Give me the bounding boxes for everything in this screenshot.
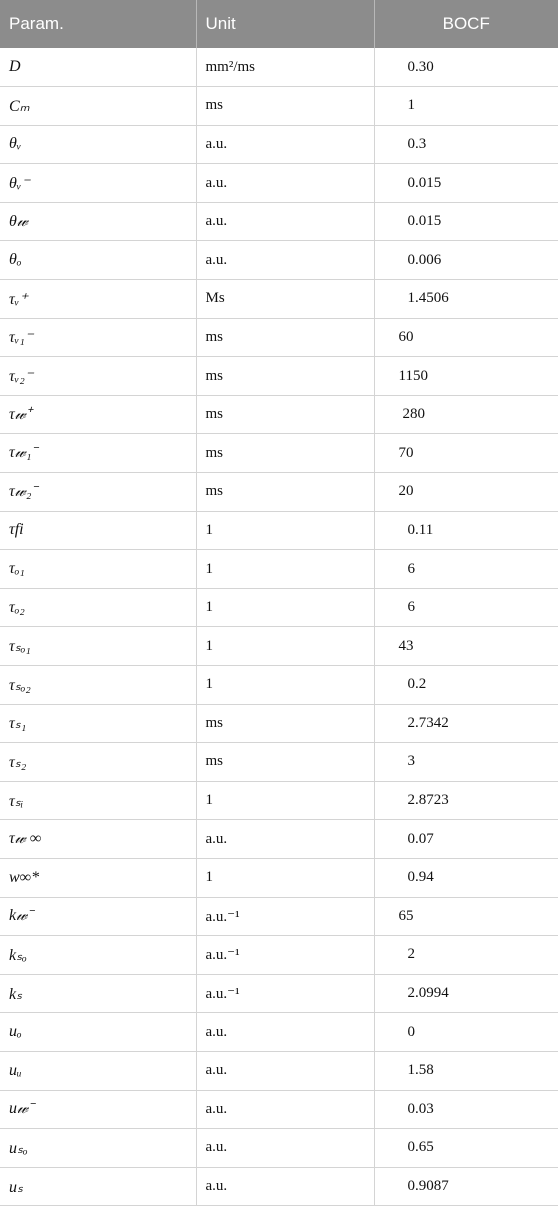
bocf-value: 0.07: [407, 830, 434, 847]
value-cell: [374, 858, 558, 897]
unit-cell: 1: [196, 666, 374, 705]
table-row: [0, 202, 558, 241]
param-symbol: τᵥ₂⁻: [9, 368, 34, 386]
param-cell: [0, 318, 196, 357]
value-cell: [374, 666, 558, 705]
bocf-value: 3: [407, 753, 415, 770]
table-row: [0, 627, 558, 666]
bocf-value: 43: [398, 637, 414, 654]
value-cell: [374, 820, 558, 859]
value-cell: [374, 164, 558, 203]
param-symbol: τfi: [9, 521, 24, 539]
table-row: [0, 588, 558, 627]
bocf-value: 1150: [398, 367, 428, 384]
param-cell: [0, 858, 196, 897]
param-symbol: θₒ: [9, 251, 22, 269]
table-row: [0, 164, 558, 203]
table-row: [0, 897, 558, 936]
unit-cell: ms: [196, 395, 374, 434]
param-cell: [0, 1090, 196, 1129]
unit-cell: 1: [196, 511, 374, 550]
param-cell: [0, 511, 196, 550]
table-row: [0, 125, 558, 164]
bocf-value: 2: [407, 946, 415, 963]
bocf-value: 280: [402, 406, 425, 423]
unit-cell: a.u.⁻¹: [196, 936, 374, 975]
param-symbol: uₛ: [9, 1178, 23, 1196]
param-cell: [0, 588, 196, 627]
param-symbol: k𝓌⁻: [9, 907, 33, 925]
param-symbol: τᵥ⁺: [9, 290, 28, 308]
header-param: Param.: [0, 0, 196, 48]
bocf-value: 6: [407, 560, 415, 577]
bocf-value: 0.015: [407, 174, 442, 191]
param-cell: [0, 820, 196, 859]
param-cell: [0, 781, 196, 820]
table-row: [0, 1090, 558, 1129]
table-row: [0, 820, 558, 859]
param-symbol: kₛₒ: [9, 946, 27, 964]
param-cell: [0, 87, 196, 126]
param-cell: [0, 164, 196, 203]
param-cell: [0, 704, 196, 743]
param-cell: [0, 357, 196, 396]
param-symbol: w∞*: [9, 868, 40, 886]
bocf-value: 0.03: [407, 1100, 434, 1117]
unit-cell: a.u.: [196, 820, 374, 859]
value-cell: [374, 1129, 558, 1168]
unit-cell: 1: [196, 588, 374, 627]
param-cell: [0, 125, 196, 164]
table-row: [0, 1167, 558, 1206]
value-cell: [374, 936, 558, 975]
unit-cell: ms: [196, 318, 374, 357]
bocf-value: 0: [407, 1023, 415, 1040]
unit-cell: 1: [196, 627, 374, 666]
table-row: [0, 1051, 558, 1090]
param-cell: [0, 936, 196, 975]
param-cell: [0, 434, 196, 473]
unit-cell: a.u.: [196, 241, 374, 280]
param-cell: [0, 48, 196, 87]
param-symbol: τ𝓌₁⁻: [9, 444, 37, 462]
value-cell: [374, 87, 558, 126]
value-cell: [374, 395, 558, 434]
param-symbol: kₛ: [9, 985, 23, 1003]
param-cell: [0, 473, 196, 512]
table-row: [0, 1013, 558, 1052]
param-cell: [0, 897, 196, 936]
param-cell: [0, 395, 196, 434]
param-symbol: uᵤ: [9, 1061, 22, 1079]
param-symbol: uₛₒ: [9, 1139, 28, 1157]
param-symbol: τₛₒ₂: [9, 676, 31, 694]
bocf-value: 0.11: [407, 521, 434, 538]
bocf-value: 0.30: [407, 58, 434, 75]
value-cell: [374, 743, 558, 782]
param-symbol: θᵥ⁻: [9, 175, 30, 193]
table-row: [0, 473, 558, 512]
bocf-value: 2.8723: [407, 792, 449, 809]
value-cell: [374, 1090, 558, 1129]
bocf-value: 1.4506: [407, 290, 449, 307]
unit-cell: a.u.⁻¹: [196, 974, 374, 1013]
table-row: [0, 743, 558, 782]
param-cell: [0, 974, 196, 1013]
param-cell: [0, 1051, 196, 1090]
table-row: [0, 241, 558, 280]
value-cell: [374, 588, 558, 627]
unit-cell: ms: [196, 434, 374, 473]
table-header: [0, 0, 558, 48]
value-cell: [374, 704, 558, 743]
param-cell: [0, 550, 196, 589]
bocf-value: 1: [407, 97, 415, 114]
table-row: [0, 434, 558, 473]
value-cell: [374, 1167, 558, 1206]
unit-cell: a.u.: [196, 164, 374, 203]
param-symbol: τₛ₂: [9, 753, 27, 771]
param-cell: [0, 627, 196, 666]
bocf-value: 0.015: [407, 213, 442, 230]
table-row: [0, 395, 558, 434]
unit-cell: ms: [196, 473, 374, 512]
table-row: [0, 936, 558, 975]
param-symbol: θ𝓌: [9, 212, 28, 230]
bocf-value: 2.0994: [407, 985, 449, 1002]
param-cell: [0, 241, 196, 280]
unit-cell: 1: [196, 781, 374, 820]
param-symbol: θᵥ: [9, 135, 22, 153]
unit-cell: a.u.⁻¹: [196, 897, 374, 936]
param-symbol: D: [9, 58, 21, 76]
bocf-value: 0.3: [407, 135, 427, 152]
unit-cell: a.u.: [196, 1167, 374, 1206]
param-symbol: τₒ₂: [9, 598, 25, 616]
bocf-value: 0.2: [407, 676, 427, 693]
value-cell: [374, 202, 558, 241]
table-row: [0, 318, 558, 357]
unit-cell: ms: [196, 704, 374, 743]
value-cell: [374, 974, 558, 1013]
value-cell: [374, 781, 558, 820]
param-symbol: τ𝓌⁺: [9, 405, 32, 423]
table-row: [0, 666, 558, 705]
bocf-value: 0.94: [407, 869, 434, 886]
param-cell: [0, 1129, 196, 1168]
unit-cell: a.u.: [196, 1090, 374, 1129]
bocf-value: 60: [398, 328, 414, 345]
unit-cell: a.u.: [196, 1129, 374, 1168]
value-cell: [374, 1013, 558, 1052]
value-cell: [374, 627, 558, 666]
unit-cell: 1: [196, 858, 374, 897]
table-row: [0, 511, 558, 550]
param-cell: [0, 1013, 196, 1052]
bocf-value: 1.58: [407, 1062, 434, 1079]
unit-cell: ms: [196, 357, 374, 396]
bocf-value: 2.7342: [407, 714, 449, 731]
table-row: [0, 1129, 558, 1168]
param-cell: [0, 743, 196, 782]
param-symbol: τₛ₁: [9, 715, 27, 733]
unit-cell: a.u.: [196, 1051, 374, 1090]
unit-cell: ms: [196, 743, 374, 782]
header-bocf: BOCF: [442, 14, 490, 33]
unit-cell: a.u.: [196, 202, 374, 241]
bocf-value: 0.65: [407, 1139, 434, 1156]
table-row: [0, 48, 558, 87]
bocf-value: 0.9087: [407, 1178, 449, 1195]
value-cell: [374, 550, 558, 589]
param-symbol: τ𝓌₂⁻: [9, 482, 37, 500]
param-symbol: τᵥ₁⁻: [9, 329, 34, 347]
param-symbol: τₒ₁: [9, 560, 25, 578]
table-row: [0, 704, 558, 743]
value-cell: [374, 241, 558, 280]
unit-cell: a.u.: [196, 125, 374, 164]
param-cell: [0, 280, 196, 319]
table-row: [0, 550, 558, 589]
bocf-value: 65: [398, 907, 414, 924]
param-symbol: uₒ: [9, 1023, 22, 1041]
param-symbol: u𝓌⁻: [9, 1100, 34, 1118]
param-cell: [0, 202, 196, 241]
bocf-value: 0.006: [407, 251, 442, 268]
value-cell: [374, 434, 558, 473]
table-row: [0, 357, 558, 396]
header-row: [0, 0, 558, 48]
unit-cell: ms: [196, 87, 374, 126]
param-symbol: τₛₒ₁: [9, 638, 31, 656]
bocf-value: 6: [407, 599, 415, 616]
value-cell: [374, 897, 558, 936]
value-cell: [374, 280, 558, 319]
table-body: [0, 48, 558, 1206]
table-row: [0, 280, 558, 319]
param-cell: [0, 666, 196, 705]
bocf-value: 70: [398, 444, 414, 461]
table-row: [0, 858, 558, 897]
unit-cell: a.u.: [196, 1013, 374, 1052]
value-cell: [374, 1051, 558, 1090]
value-cell: [374, 473, 558, 512]
unit-cell: mm²/ms: [196, 48, 374, 87]
unit-cell: Ms: [196, 280, 374, 319]
value-cell: [374, 318, 558, 357]
bocf-value: 20: [398, 483, 414, 500]
param-symbol: Cₘ: [9, 97, 30, 115]
value-cell: [374, 48, 558, 87]
value-cell: [374, 357, 558, 396]
param-symbol: τ𝓌 ∞: [9, 830, 42, 848]
table-row: [0, 87, 558, 126]
table-row: [0, 781, 558, 820]
header-unit: Unit: [196, 0, 374, 48]
param-cell: [0, 1167, 196, 1206]
value-cell: [374, 125, 558, 164]
table-row: [0, 974, 558, 1013]
unit-cell: 1: [196, 550, 374, 589]
param-symbol: τₛᵢ: [9, 792, 24, 810]
value-cell: [374, 511, 558, 550]
